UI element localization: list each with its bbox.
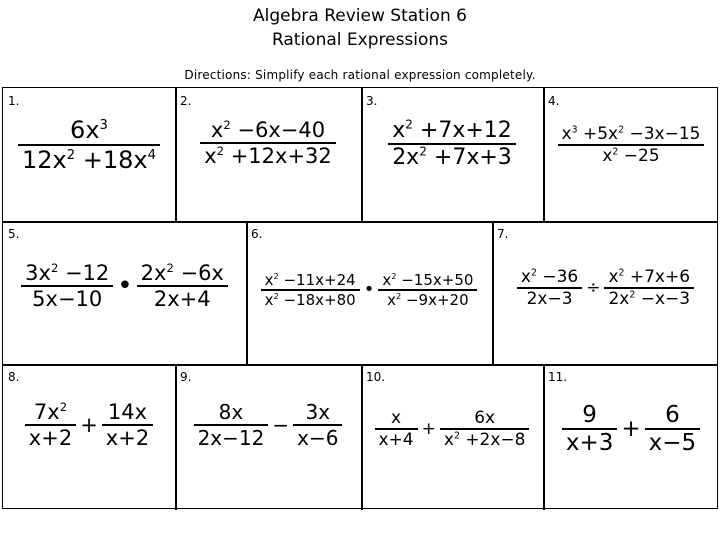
- page-title: [0, 4, 720, 52]
- problem-number: 6.: [251, 227, 263, 241]
- expression: $\frac{8x}{2x-12}$ − $\frac{3x}{x-6}$: [175, 400, 361, 450]
- problem-1: [3, 88, 175, 221]
- expression: $\frac{x^2 -36}{2x-3}$ ÷ $\frac{x^2 +7x+6}{2x^2 -x-3}$: [492, 267, 719, 309]
- expression: $\frac{x^3 +5x^2 -3x-15}{x^2 -25}$: [543, 124, 719, 166]
- problem-4: [543, 88, 719, 221]
- problem-7: [492, 221, 719, 364]
- directions-text: Directions: Simplify each rational expression completely.: [184, 68, 536, 82]
- problem-2: [175, 88, 361, 221]
- expression: $\frac{x^2 +7x+12}{2x^2 +7x+3}$: [361, 118, 543, 170]
- expression: $\frac{x^2 -11x+24}{x^2 -18x+80}$ • $\frac{x^2 -15x+50}{x^2 -9x+20}$: [246, 271, 492, 309]
- problem-number: 11.: [548, 370, 568, 384]
- problem-number: 8.: [8, 370, 20, 384]
- problem-9: [175, 364, 361, 510]
- problem-number: 7.: [497, 227, 509, 241]
- title-line-2: Rational Expressions: [271, 30, 449, 50]
- problem-number: 1.: [8, 94, 20, 108]
- problem-8: [3, 364, 175, 510]
- expression: $\frac{3x^2 -12}{5x-10}$ • $\frac{2x^2 -6x}{2x+4}$: [3, 261, 246, 311]
- problem-number: 2.: [180, 94, 192, 108]
- problem-number: 9.: [180, 370, 192, 384]
- problem-3: [361, 88, 543, 221]
- problem-number: 3.: [366, 94, 378, 108]
- expression: $\frac{x^2 -6x-40}{x^2 +12x+32}$: [175, 118, 361, 168]
- expression: $\frac{6x^3}{12x^2 +18x^4}$: [3, 116, 175, 174]
- problem-11: [543, 364, 719, 510]
- problem-6: [246, 221, 492, 364]
- expression: $\frac{7x^2}{x+2}$ + $\frac{14x}{x+2}$: [3, 400, 175, 450]
- problem-5: [3, 221, 246, 364]
- title-line-1: Algebra Review Station 6: [253, 6, 467, 26]
- problem-grid: [2, 87, 718, 509]
- problem-number: 4.: [548, 94, 560, 108]
- expression: $\frac{9}{x+3}$ + $\frac{6}{x-5}$: [543, 402, 719, 456]
- problem-number: 10.: [366, 370, 386, 384]
- expression: $\frac{x}{x+4}$ + $\frac{6x}{x^2 +2x-8}$: [361, 408, 543, 450]
- problem-10: [361, 364, 543, 510]
- problem-number: 5.: [8, 227, 20, 241]
